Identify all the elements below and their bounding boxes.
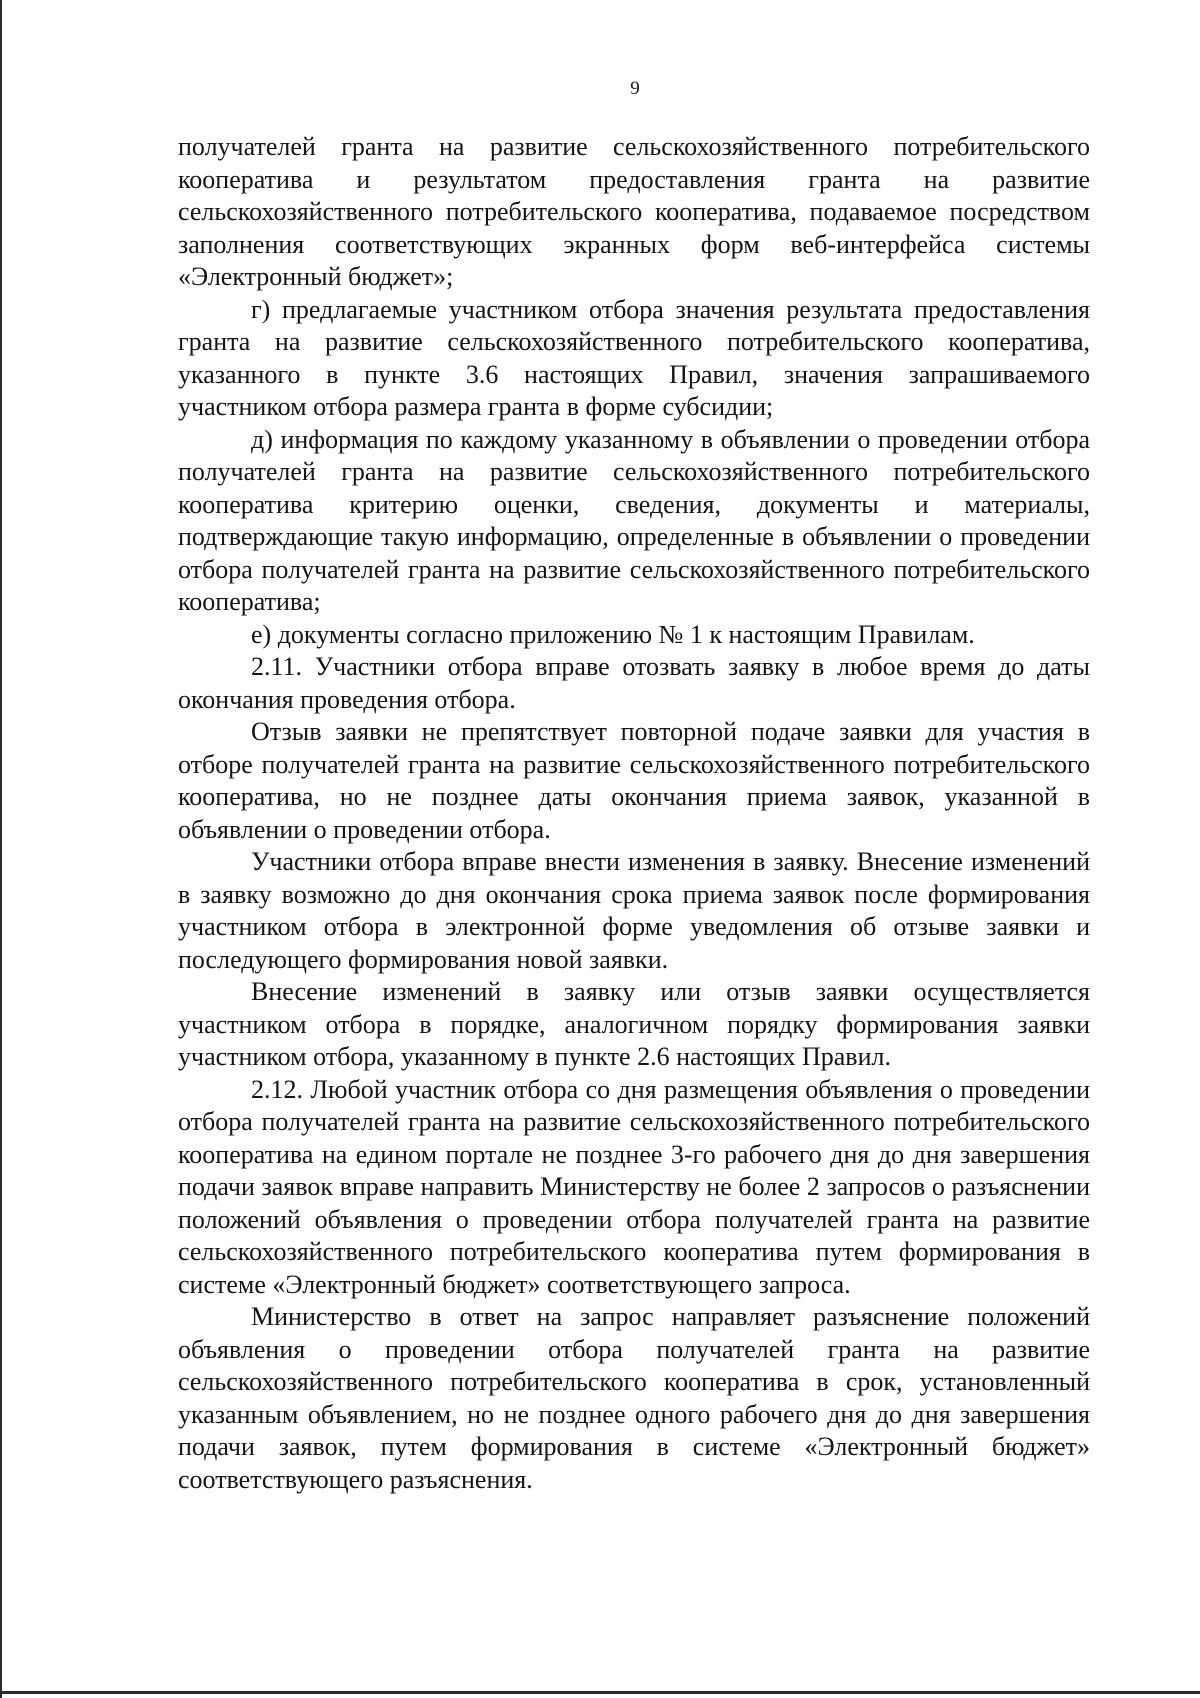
scan-left-border <box>0 0 2 1698</box>
paragraph-changes: Участники отбора вправе внести изменения в заявку. Внесение изменений в заявку возможно до дня окончания срока приема заявок после формирования участником отбора в электронной форме уведомления об отзыве заявки и последующего формирования новой заявки. <box>178 847 1090 974</box>
paragraph-item-e: е) документы согласно приложению № 1 к настоящим Правилам. <box>251 619 975 649</box>
paragraph-continuation: получателей гранта на развитие сельскохозяйственного потребительского кооператива и результатом предоставления гранта на развитие сельскохозяйственного потребительского кооператива, подаваемое посредством заполнения соответствующих экранных форм веб-интерфейса системы «Электронный бюджет»; <box>178 132 1090 291</box>
paragraph-item-g: г) предлагаемые участником отбора значения результата предоставления гранта на развитие сельскохозяйственного потребительского кооператива, указанного в пункте 3.6 настоящих Правил, значения запрашиваемого участником отбора размера гранта в форме субсидии; <box>178 294 1090 421</box>
paragraph-withdrawal: Отзыв заявки не препятствует повторной подаче заявки для участия в отборе получателей гранта на развитие сельскохозяйственного потребительского кооператива, но не позднее даты окончания приема заявок, указанной в объявлении о проведении отбора. <box>178 717 1090 844</box>
paragraph-2-12: 2.12. Любой участник отбора со дня размещения объявления о проведении отбора получателей гранта на развитие сельскохозяйственного потребительского кооператива на едином портале не позднее 3-го рабочего дня до дня завершения подачи заявок вправе направить Министерству не более 2 запросов о разъяснении положений объявления о проведении отбора получателей гранта на развитие сельскохозяйственного потребительского кооператива путем формирования в системе «Электронный бюджет» соответствующего запроса. <box>178 1074 1090 1299</box>
paragraph-ministry-response: Министерство в ответ на запрос направляет разъяснение положений объявления о проведении отбора получателей гранта на развитие сельскохозяйственного потребительского кооператива в срок, установленный указанным объявлением, но не позднее одного рабочего дня до дня завершения подачи заявок, путем формирования в системе «Электронный бюджет» соответствующего разъяснения. <box>178 1302 1090 1494</box>
paragraph-2-11: 2.11. Участники отбора вправе отозвать заявку в любое время до даты окончания проведения отбора. <box>178 652 1090 714</box>
paragraph-item-d: д) информация по каждому указанному в объявлении о проведении отбора получателей гранта на развитие сельскохозяйственного потребительского кооператива критерию оценки, сведения, документы и материалы, подтверждающие такую информацию, определенные в объявлении о проведении отбора получателей гранта на развитие сельскохозяйственного потребительского кооператива; <box>178 424 1090 616</box>
paragraph-changes-procedure: Внесение изменений в заявку или отзыв заявки осуществляется участником отбора в порядке, аналогичном порядку формирования заявки участником отбора, указанному в пункте 2.6 настоящих Правил. <box>178 977 1090 1071</box>
document-body <box>178 131 1090 1496</box>
scan-bottom-border <box>0 1691 1200 1694</box>
page-number: 9 <box>630 78 640 99</box>
